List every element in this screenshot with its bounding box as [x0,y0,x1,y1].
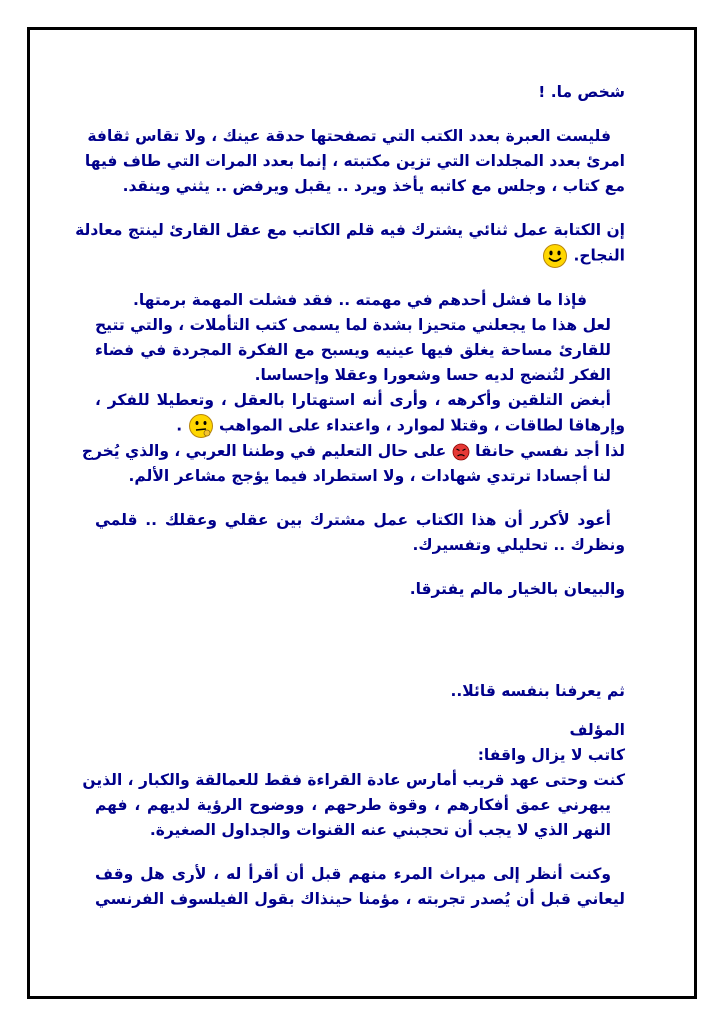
heading [95,80,625,105]
p3-line-7 [81,439,625,464]
p3-line-6-end: . [176,416,183,435]
paragraph-5 [95,577,625,602]
p3-line-6-text: وإرهاقا لطاقات ، وقتلا لموارد ، واعتداء على المواهب [219,416,625,435]
p6-line-3: النهر الذي لا يجب أن تحجبني عنه القنوات والجداول الصغيرة. [149,821,611,839]
p1-line-1: فليست العبرة بعدد الكتب التي تصفحتها حدقة عينك ، ولا تقاس ثقافة [87,127,611,145]
paragraph-7 [95,862,625,912]
paragraph-3 [81,288,625,489]
p3-line-5: أبغض التلقين وأكرهه ، وأرى أنه استهتارا بالعقل ، وتعطيلا للفكر ، [95,391,611,409]
spacer [95,621,625,679]
p3-line-7a: لذا أجد نفسي حانقا [475,442,625,460]
smiley-icon [542,243,568,269]
p3-line-7b: على حال التعليم في وطننا العربي ، والذي يُخرج [81,442,447,460]
paragraph-4 [95,508,625,558]
thinking-face-icon [188,413,214,439]
p4-line-2: ونظرك .. تحليلي وتفسيرك. [412,536,625,554]
p2-line-2-text: النجاح. [573,246,625,265]
p2-line-2 [95,243,625,269]
p7-line-1: وكنت أنظر إلى ميراث المرء منهم قبل أن أقرأ له ، لأرى هل وقف [95,865,611,883]
p1-line-3: مع كتاب ، وجلس مع كاتبه يأخذ ويرد .. يقبل ويرفض .. يثني وينقد. [122,177,625,195]
p2-line-1: إن الكتابة عمل ثنائي يشترك فيه قلم الكاتب مع عقل القارئ لينتج معادلة [75,221,625,239]
p6-line-2: يبهرني عمق أفكارهم ، وقوة طرحهم ، ووضوح الرؤية لديهم ، فهم [95,796,611,814]
p3-line-8: لنا أجسادا ترتدي شهادات ، ولا استطراد فيما يؤجج مشاعر الألم. [128,467,611,485]
p3-line-6 [95,413,625,439]
p6-line-1: كنت وحتى عهد قريب أمارس عادة القراءة فقط للعمالقة والكبار ، الذين [82,771,625,789]
intro [95,679,625,704]
author-block [95,718,625,768]
p3-line-3: للقارئ مساحة يغلق فيها عينيه ويسبح مع الفكرة المجردة في فضاء [95,341,611,359]
heading-text: شخص ما. ! [538,83,625,101]
p7-line-2: ليعاني قبل أن يُصدر تجربته ، مؤمنا حينذاك بقول الفيلسوف الفرنسي [95,890,625,908]
p1-line-2: امرئ بعدد المجلدات التي تزين مكتبته ، إنما بعدد المرات التي طاف فيها [84,152,625,170]
author-title: المؤلف [569,721,625,739]
p5-line-1: والبيعان بالخيار مالم يفترقا. [409,580,625,598]
p3-line-1: فإذا ما فشل أحدهم في مهمته .. فقد فشلت المهمة برمتها. [132,291,588,309]
p4-line-1: أعود لأكرر أن هذا الكتاب عمل مشترك بين عقلي وعقلك .. قلمي [95,511,611,529]
paragraph-6 [82,768,625,843]
document-body [75,80,625,931]
paragraph-2 [75,218,625,269]
p3-line-2: لعل هذا ما يجعلني متحيزا بشدة لما يسمى كتب التأملات ، والتي تتيح [95,316,611,334]
p3-line-4: الفكر لتُنضج لديه حسا وشعورا وعقلا وإحساسا. [254,366,611,384]
paragraph-1 [84,124,625,199]
author-sub: كاتب لا يزال واقفا: [477,746,625,764]
intro-line: ثم يعرفنا بنفسه قائلا.. [450,682,625,700]
angry-face-icon [452,443,470,461]
